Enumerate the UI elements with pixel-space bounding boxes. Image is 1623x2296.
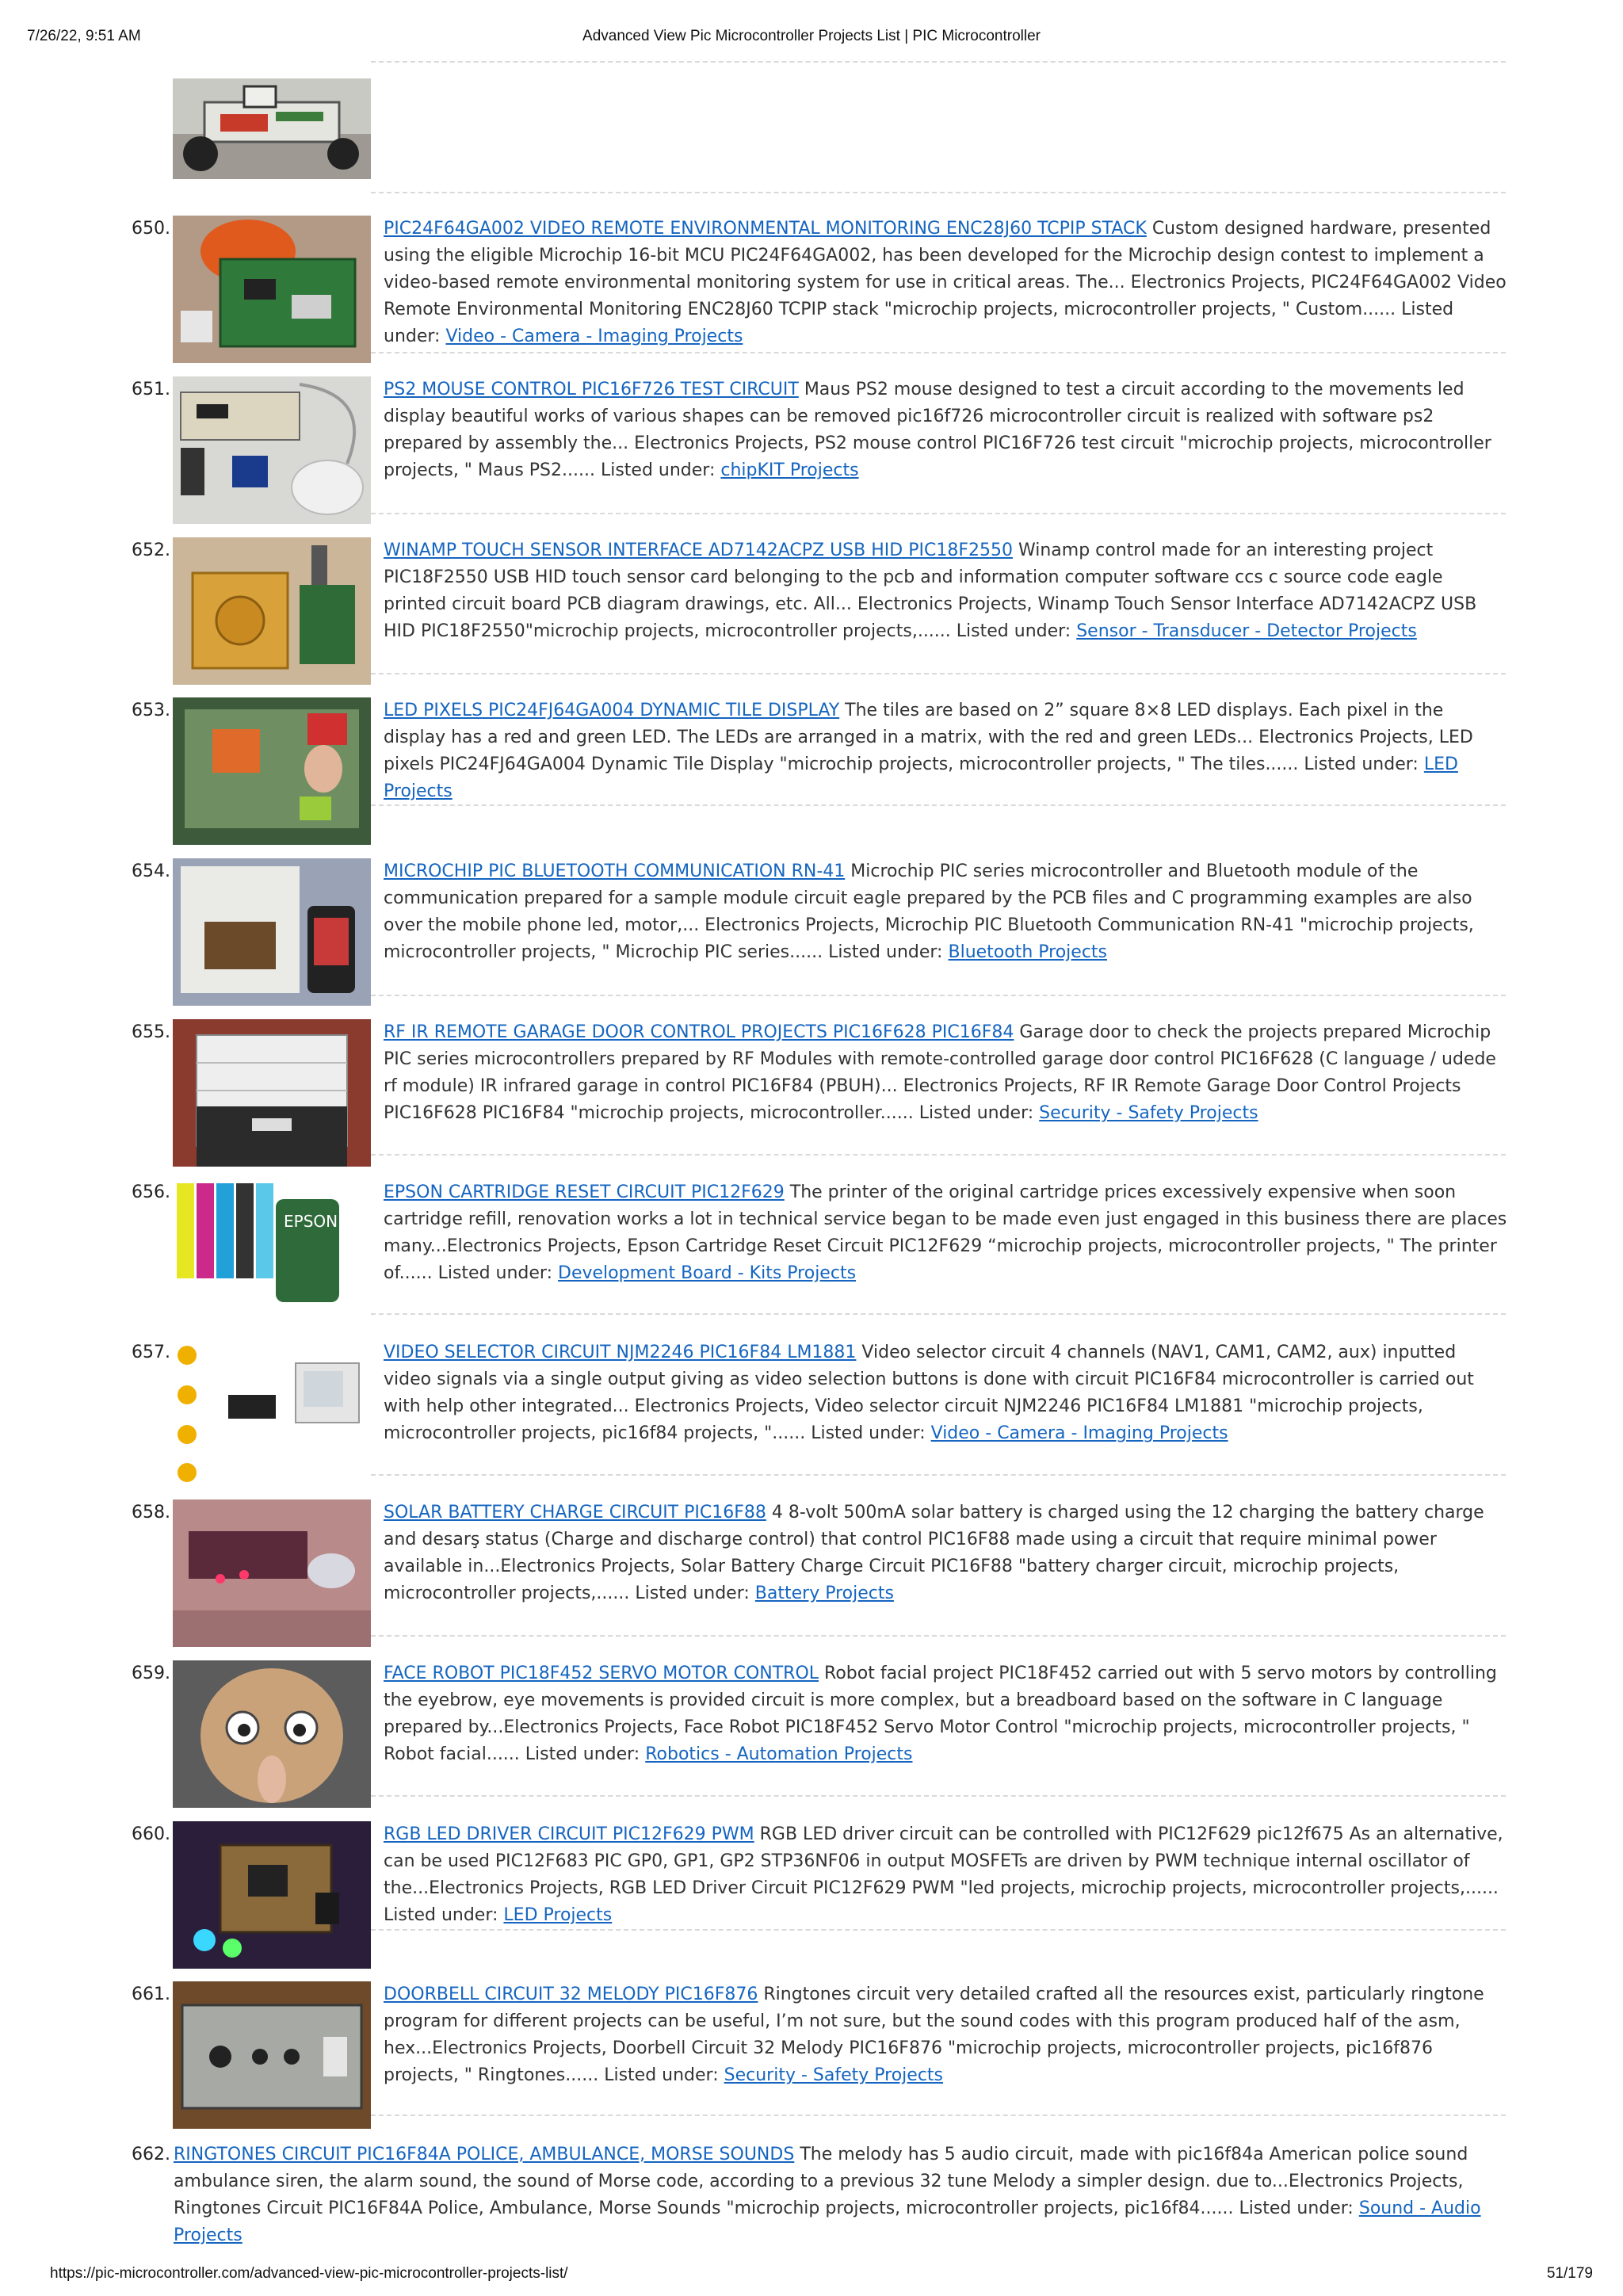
item-number: 654. <box>132 861 170 881</box>
project-title-link[interactable]: RGB LED DRIVER CIRCUIT PIC12F629 PWM <box>384 1824 754 1844</box>
listed-under-label: Listed under: <box>811 1423 926 1443</box>
item-number: 655. <box>132 1022 170 1042</box>
entry-text <box>384 858 1507 966</box>
project-thumbnail[interactable] <box>173 858 371 1006</box>
listed-under-label: Listed under: <box>828 942 943 962</box>
entry-text <box>384 1339 1507 1447</box>
listed-under-label: Listed under: <box>384 1905 498 1925</box>
item-number: 660. <box>132 1824 170 1844</box>
separator <box>371 995 1506 996</box>
item-number: 656. <box>132 1182 170 1202</box>
project-title-link[interactable]: RF IR REMOTE GARAGE DOOR CONTROL PROJECTS PIC16F628 PIC16F84 <box>384 1022 1014 1042</box>
robot-car-photo <box>173 78 371 179</box>
separator <box>371 1795 1506 1797</box>
category-link[interactable]: Robotics - Automation Projects <box>645 1744 913 1764</box>
project-description: The melody has 5 audio circuit, made with pic16f84a American police sound ambulance siren, the alarm sound, the sound of Morse code, according to a previous 32 tune Melody a simpler design. due to...Electronics Projects, Ringtones Circuit PIC16F84A Police, Ambulance, Morse Sounds "microchip projects, microcontroller projects, pic16f84...... <box>174 2145 1468 2218</box>
separator <box>371 673 1506 674</box>
solar-charger-photo <box>173 1499 371 1647</box>
category-link[interactable]: Development Board - Kits Projects <box>558 1263 857 1283</box>
entry-text <box>384 1179 1507 1287</box>
project-description: 4 8-volt 500mA solar battery is charged using the 12 charging the battery charge and desarş status (Charge and discharge control) that control PIC16F88 made using a circuit that require minimal power available in...Electronics Projects, Solar Battery Charge Circuit PIC16F88 "battery charger circuit, microchip projects, microcontroller projects,...... <box>384 1503 1484 1603</box>
item-number: 652. <box>132 541 170 560</box>
separator <box>371 1154 1506 1156</box>
category-link[interactable]: chipKIT Projects <box>720 460 859 480</box>
epson-label: EPSON <box>284 1212 338 1231</box>
category-link[interactable]: Bluetooth Projects <box>948 942 1108 962</box>
project-description: Video selector circuit 4 channels (NAV1, CAM1, CAM2, aux) inputted video signals via a single output giving as video selection buttons is done with circuit PIC16F84 microcontroller is carried out with help other integrated... Electronics Projects, Video selector circuit NJM2246 PIC16F84 LM1881 "microchip projects, microcontroller projects, pic16f84 projects, "...... <box>384 1343 1474 1443</box>
project-title-link[interactable]: MICROCHIP PIC BLUETOOTH COMMUNICATION RN-41 <box>384 861 846 881</box>
item-number: 661. <box>132 1985 170 2004</box>
separator <box>371 804 1506 806</box>
entry-text <box>384 537 1507 645</box>
entry-text <box>384 1821 1507 1929</box>
project-description: Garage door to check the projects prepared Microchip PIC series microcontrollers prepared by RF Modules with remote-controlled garage door control PIC16F628 (C language / udede rf module) IR infrared garage in control PIC16F84 (PBUH)... Electronics Projects, RF IR Remote Garage Door Control Projects PIC16F628 PIC16F84 "microchip projects, microcontroller...... <box>384 1022 1496 1123</box>
project-thumbnail[interactable] <box>173 1179 371 1327</box>
project-title-link[interactable]: LED PIXELS PIC24FJ64GA004 DYNAMIC TILE DISPLAY <box>384 701 840 720</box>
project-thumbnail[interactable] <box>173 1339 371 1487</box>
listed-under-label: Listed under: <box>604 2065 719 2085</box>
project-thumbnail[interactable] <box>173 1499 371 1647</box>
item-number: 658. <box>132 1503 170 1522</box>
separator <box>371 513 1506 514</box>
project-thumbnail[interactable] <box>173 1981 371 2129</box>
listed-under-label: Listed under: <box>1239 2199 1354 2218</box>
project-title-link[interactable]: RINGTONES CIRCUIT PIC16F84A POLICE, AMBULANCE, MORSE SOUNDS <box>174 2145 795 2164</box>
garage-door-photo <box>173 1019 371 1167</box>
project-thumbnail[interactable] <box>173 376 371 524</box>
project-description: Maus PS2 mouse designed to test a circuit according to the movements led display beautiful works of various shapes can be removed pic16f726 microcontroller circuit is realized with software ps2 prepared by assembly the... Electronics Projects, PS2 mouse control PIC16F726 test circuit "microchip projects, microcontroller projects, " Maus PS2...... <box>384 380 1491 480</box>
project-thumbnail[interactable] <box>173 1019 371 1167</box>
category-link[interactable]: Video - Camera - Imaging Projects <box>445 327 743 346</box>
separator <box>371 1929 1506 1931</box>
separator <box>371 1474 1506 1476</box>
listed-under-label: Listed under: <box>918 1103 1034 1123</box>
item-number: 659. <box>132 1664 170 1683</box>
print-page-title: Advanced View Pic Microcontroller Projects List | PIC Microcontroller <box>582 28 1041 44</box>
category-link[interactable]: Battery Projects <box>754 1584 894 1603</box>
listed-under-label: Listed under: <box>635 1584 750 1603</box>
epson-cartridge-photo <box>173 1179 371 1327</box>
category-link[interactable]: Video - Camera - Imaging Projects <box>930 1423 1228 1443</box>
project-title-link[interactable]: DOORBELL CIRCUIT 32 MELODY PIC16F876 <box>384 1985 758 2004</box>
face-robot-photo <box>173 1660 371 1808</box>
project-thumbnail[interactable] <box>173 697 371 845</box>
category-link[interactable]: Sensor - Transducer - Detector Projects <box>1076 621 1417 641</box>
listed-under-label: Listed under: <box>1304 755 1419 774</box>
project-thumbnail[interactable] <box>173 537 371 685</box>
touch-sensor-photo <box>173 537 371 685</box>
entry-text <box>384 1019 1507 1127</box>
project-description: RGB LED driver circuit can be controlled with PIC12F629 pic12f675 As an alternative, can be used PIC12F683 PIC GP0, GP1, GP2 STP36NF06 in output MOSFETs are driven by PWM technique internal oscillator of the...Electronics Projects, RGB LED Driver Circuit PIC12F629 PWM "led projects, microchip projects, microcontroller projects,...... <box>384 1824 1503 1898</box>
project-title-link[interactable]: FACE ROBOT PIC18F452 SERVO MOTOR CONTROL <box>384 1664 819 1683</box>
bluetooth-board-photo <box>173 858 371 1006</box>
pcb-board-photo <box>173 216 371 363</box>
separator <box>371 1635 1506 1637</box>
listed-under-label: Listed under: <box>600 460 716 480</box>
separator <box>371 1313 1506 1315</box>
item-number: 657. <box>132 1343 170 1362</box>
project-description: Ringtones circuit very detailed crafted all the resources exist, particularly ringtone program for different projects can be useful, I’m not sure, but the sound codes with this program produced half of the asm, hex...Electronics Projects, Doorbell Circuit 32 Melody PIC16F876 "microchip projects, microcontroller projects, pic16f876 projects, " Ringtones...... <box>384 1985 1484 2085</box>
separator <box>371 2115 1506 2116</box>
project-title-link[interactable]: PIC24F64GA002 VIDEO REMOTE ENVIRONMENTAL MONITORING ENC28J60 TCPIP STACK <box>384 219 1147 239</box>
ps2-mouse-photo <box>173 376 371 524</box>
project-thumbnail[interactable] <box>173 216 371 363</box>
item-number: 651. <box>132 380 170 399</box>
listed-under-label: Listed under: <box>384 300 1454 346</box>
category-link[interactable]: Security - Safety Projects <box>1039 1103 1258 1123</box>
project-title-link[interactable]: PS2 MOUSE CONTROL PIC16F726 TEST CIRCUIT <box>384 380 799 399</box>
project-description: Custom designed hardware, presented using the eligible Microchip 16-bit MCU PIC24F64GA002, has been developed for the Microchip design contest to implement a video-based remote environmental monitoring system for use in critical areas. The... Electronics Projects, PIC24F64GA002 Video Remote Environmental Monitoring ENC28J60 TCPIP stack "microchip projects, microcontroller projects, " Custom...... <box>384 219 1507 319</box>
project-title-link[interactable]: SOLAR BATTERY CHARGE CIRCUIT PIC16F88 <box>384 1503 766 1522</box>
project-title-link[interactable]: WINAMP TOUCH SENSOR INTERFACE AD7142ACPZ USB HID PIC18F2550 <box>384 541 1013 560</box>
entry-text <box>384 1660 1507 1768</box>
entry-text <box>384 376 1507 484</box>
print-url: https://pic-microcontroller.com/advanced-view-pic-microcontroller-projects-list/ <box>50 2265 568 2282</box>
category-link[interactable]: Security - Safety Projects <box>724 2065 944 2085</box>
project-description: The tiles are based on 2” square 8×8 LED displays. Each pixel in the display has a red and green LED. The LEDs are arranged in a matrix, with the red and green LEDs... Electronics Projects, LED pixels PIC24FJ64GA004 Dynamic Tile Display "microchip projects, microcontroller projects, " The tiles...... <box>384 701 1473 774</box>
item-number: 662. <box>132 2145 170 2164</box>
item-number: 653. <box>132 701 170 720</box>
project-thumbnail[interactable] <box>173 1821 371 1969</box>
separator <box>371 192 1506 193</box>
listed-under-label: Listed under: <box>956 621 1071 641</box>
project-title-link[interactable]: EPSON CARTRIDGE RESET CIRCUIT PIC12F629 <box>384 1182 785 1202</box>
category-link[interactable]: LED Projects <box>503 1905 613 1925</box>
video-selector-photo <box>173 1339 371 1487</box>
category-link[interactable]: Sound - Audio Projects <box>174 2199 1481 2245</box>
listed-under-label: Listed under: <box>437 1263 552 1283</box>
project-description: Robot facial project PIC18F452 carried out with 5 servo motors by controlling the eyebrow, eye movements is provided circuit is more complex, but a breadboard based on the software in C language prepared by...Electronics Projects, Face Robot PIC18F452 Servo Motor Control "microchip projects, microcontroller projects, " Robot facial...... <box>384 1664 1497 1764</box>
category-link[interactable]: LED Projects <box>384 755 1458 801</box>
project-thumbnail[interactable] <box>173 78 371 179</box>
entry-text <box>384 697 1507 805</box>
print-page-number: 51/179 <box>1546 2265 1593 2282</box>
entry-text <box>384 1981 1507 2089</box>
entry-text <box>174 2141 1507 2249</box>
entry-text <box>384 216 1507 350</box>
project-title-link[interactable]: VIDEO SELECTOR CIRCUIT NJM2246 PIC16F84 LM1881 <box>384 1343 857 1362</box>
separator <box>371 352 1506 353</box>
rgb-led-photo <box>173 1821 371 1969</box>
listed-under-label: Listed under: <box>525 1744 640 1764</box>
item-number: 650. <box>132 219 170 239</box>
project-description: The printer of the original cartridge prices excessively expensive when soon cartridge refill, renovation works a lot in technical service began to be made even just engaged in this business there are places many...Electronics Projects, Epson Cartridge Reset Circuit PIC12F629 “microchip projects, microcontroller projects, " The printer of...... <box>384 1182 1507 1283</box>
print-datetime: 7/26/22, 9:51 AM <box>27 28 141 44</box>
entry-text <box>384 1499 1507 1607</box>
project-thumbnail[interactable] <box>173 1660 371 1808</box>
separator <box>371 61 1506 63</box>
led-matrix-photo <box>173 697 371 845</box>
project-description: Winamp control made for an interesting project PIC18F2550 USB HID touch sensor card belonging to the pcb and information computer software ccs c source code eagle printed circuit board PCB diagram drawings, etc. All... Electronics Projects, Winamp Touch Sensor Interface AD7142ACPZ USB HID PIC18F2550"microchip projects, microcontroller projects,...... <box>384 541 1477 641</box>
doorbell-box-photo <box>173 1981 371 2129</box>
project-description: Microchip PIC series microcontroller and Bluetooth module of the communication prepared for a sample module circuit eagle prepared by the PCB files and C programming examples are also over the mobile phone led, motor,... Electronics Projects, Microchip PIC Bluetooth Communication RN-41 "microchip projects, microcontroller projects, " Microchip PIC series...... <box>384 861 1474 962</box>
